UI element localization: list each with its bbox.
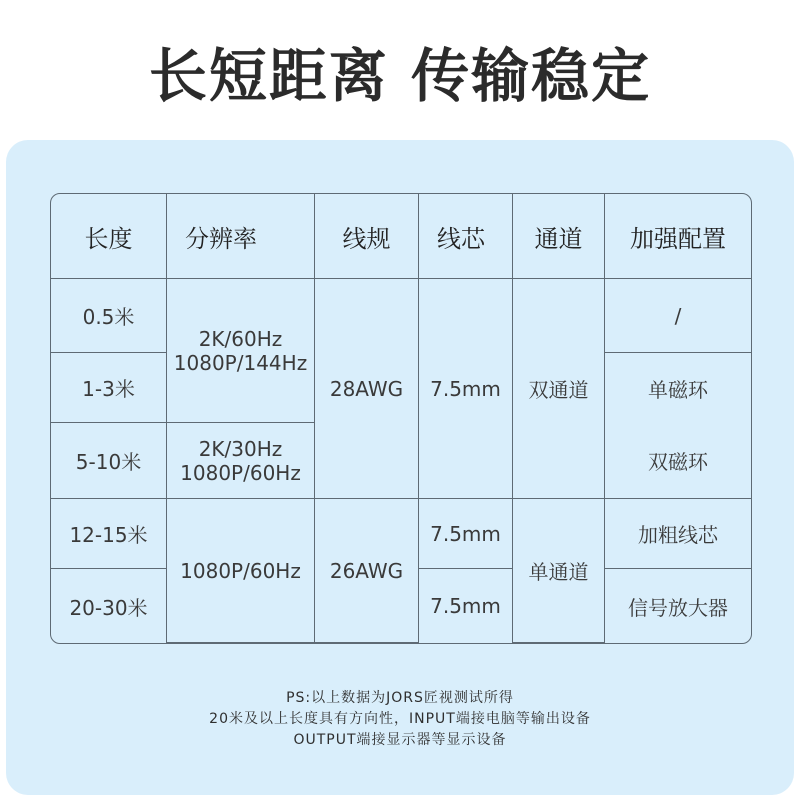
channel-cell: 单通道 xyxy=(513,499,605,643)
table-row xyxy=(51,279,751,353)
table-row xyxy=(51,499,751,569)
header-resolution: 分辨率 xyxy=(167,194,315,279)
header-length: 长度 xyxy=(51,194,167,279)
core-cell: 7.5mm xyxy=(419,499,513,569)
enhancement-cell: / xyxy=(605,279,751,353)
resolution-line: 2K/30Hz xyxy=(198,436,283,461)
resolution-line: 1080P/60Hz xyxy=(180,460,301,485)
enhancement-cell: 加粗线芯 xyxy=(605,499,751,569)
core-cell: 7.5mm xyxy=(419,569,513,643)
resolution-cell: 1080P/60Hz xyxy=(167,499,315,643)
page-title: 长短距离 传输稳定 xyxy=(148,42,652,110)
gauge-cell: 28AWG xyxy=(315,279,419,499)
length-cell: 5-10米 xyxy=(51,423,167,499)
resolution-line: 2K/60Hz xyxy=(198,326,283,351)
header-channel: 通道 xyxy=(513,194,605,279)
header-gauge: 线规 xyxy=(315,194,419,279)
table-header-row xyxy=(51,194,751,279)
enhancement-cell: 双磁环 xyxy=(605,423,751,499)
length-cell: 20-30米 xyxy=(51,569,167,643)
length-cell: 12-15米 xyxy=(51,499,167,569)
length-cell: 0.5米 xyxy=(51,279,167,353)
header-enhancement: 加强配置 xyxy=(605,194,751,279)
resolution-line: 1080P/144Hz xyxy=(173,350,308,375)
spec-table xyxy=(50,193,752,644)
footnote-line: PS:以上数据为JORS匠视测试所得 xyxy=(286,690,514,706)
enhancement-cell: 单磁环 xyxy=(648,377,708,402)
header-core: 线芯 xyxy=(419,194,513,279)
footnote xyxy=(0,688,800,751)
footnote-line: OUTPUT端接显示器等显示设备 xyxy=(293,732,507,748)
length-cell: 1-3米 xyxy=(51,353,167,423)
channel-cell: 双通道 xyxy=(513,279,605,499)
enhancement-cell: 信号放大器 xyxy=(628,595,728,620)
resolution-cell xyxy=(167,423,315,499)
gauge-cell: 26AWG xyxy=(315,499,419,643)
core-cell: 7.5mm xyxy=(419,279,513,499)
resolution-cell xyxy=(167,279,315,423)
footnote-line: 20米及以上长度具有方向性，INPUT端接电脑等输出设备 xyxy=(209,711,591,727)
